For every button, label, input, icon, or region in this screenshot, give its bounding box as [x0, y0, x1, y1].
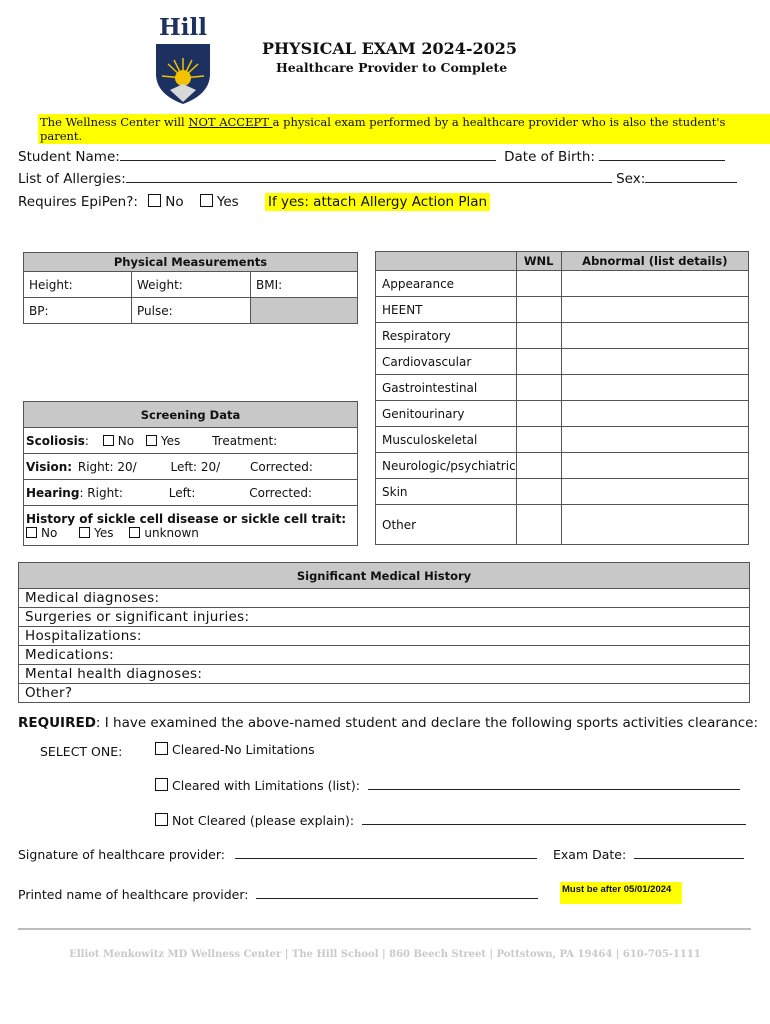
- system-appearance: Appearance: [376, 271, 517, 297]
- wnl-cell[interactable]: [516, 505, 561, 545]
- exam-systems-table: [375, 251, 749, 545]
- dob-field[interactable]: [599, 160, 725, 161]
- student-name-label: Student Name:: [18, 149, 120, 165]
- sickle-unknown-label: unknown: [144, 525, 199, 540]
- epipen-label: Requires EpiPen?:: [18, 194, 138, 210]
- system-skin: Skin: [376, 479, 517, 505]
- height-label: Height:: [29, 277, 73, 292]
- epipen-yes-checkbox[interactable]: [200, 194, 213, 207]
- wnl-cell[interactable]: [516, 323, 561, 349]
- sickle-unknown-checkbox[interactable]: [129, 527, 140, 538]
- hearing-left-label: Left:: [168, 485, 196, 500]
- screening-data-table: [23, 401, 358, 546]
- bmi-cell[interactable]: [251, 272, 358, 298]
- sickle-row: [24, 506, 358, 546]
- notice-post: a physical exam performed by a healthcare provider who is also the student's parent.: [40, 115, 726, 143]
- system-gastrointestinal: Gastrointestinal: [376, 375, 517, 401]
- abnormal-cell[interactable]: [561, 375, 748, 401]
- hearing-label: Hearing: [26, 485, 80, 500]
- allergies-label: List of Allergies:: [18, 171, 126, 187]
- date-requirement-note: Must be after 05/01/2024: [560, 882, 682, 904]
- history-row-mental-health[interactable]: Mental health diagnoses:: [19, 665, 750, 684]
- weight-label: Weight:: [137, 277, 183, 292]
- scoliosis-colon: :: [84, 433, 89, 448]
- system-header: [376, 252, 517, 271]
- footer-divider: [18, 928, 751, 930]
- system-cardiovascular: Cardiovascular: [376, 349, 517, 375]
- option-cleared-no-limits[interactable]: [155, 742, 315, 757]
- select-one-label: SELECT ONE:: [40, 744, 123, 759]
- cleared-with-limits-checkbox[interactable]: [155, 778, 168, 791]
- abnormal-cell[interactable]: [561, 323, 748, 349]
- wnl-cell[interactable]: [516, 375, 561, 401]
- abnormal-cell[interactable]: [561, 297, 748, 323]
- notice-pre: The Wellness Center will: [40, 115, 189, 129]
- printed-name-label: Printed name of healthcare provider:: [18, 887, 249, 902]
- page-title: PHYSICAL EXAM 2024-2025: [262, 39, 518, 58]
- history-row-medications[interactable]: Medications:: [19, 646, 750, 665]
- dob-label: Date of Birth:: [504, 149, 595, 165]
- vision-corrected-label: Corrected:: [250, 459, 313, 474]
- not-cleared-label: Not Cleared (please explain):: [172, 813, 355, 828]
- printed-name-row: [18, 887, 538, 902]
- bmi-label: BMI:: [256, 277, 283, 292]
- student-name-field[interactable]: [120, 160, 496, 161]
- abnormal-cell[interactable]: [561, 479, 748, 505]
- scoliosis-yes-label: Yes: [160, 433, 181, 448]
- cleared-no-limits-checkbox[interactable]: [155, 742, 168, 755]
- wnl-cell[interactable]: [516, 349, 561, 375]
- vision-label: Vision:: [26, 459, 73, 474]
- wnl-cell[interactable]: [516, 453, 561, 479]
- scoliosis-row: [24, 428, 358, 454]
- vision-right-label: Right: 20/: [77, 459, 137, 474]
- abnormal-header: Abnormal (list details): [561, 252, 748, 271]
- signature-label: Signature of healthcare provider:: [18, 847, 226, 862]
- scoliosis-no-checkbox[interactable]: [103, 435, 114, 446]
- system-heent: HEENT: [376, 297, 517, 323]
- abnormal-cell[interactable]: [561, 349, 748, 375]
- cleared-with-limits-label: Cleared with Limitations (list):: [172, 778, 360, 793]
- history-title: Significant Medical History: [19, 563, 750, 589]
- option-cleared-with-limits[interactable]: [155, 778, 740, 793]
- abnormal-cell[interactable]: [561, 453, 748, 479]
- physical-measurements-table: [23, 252, 358, 324]
- sickle-yes-checkbox[interactable]: [79, 527, 90, 538]
- history-row-diagnoses[interactable]: Medical diagnoses:: [19, 589, 750, 608]
- exam-date-label: Exam Date:: [552, 847, 627, 862]
- wnl-cell[interactable]: [516, 427, 561, 453]
- system-other: Other: [376, 505, 517, 545]
- bp-label: BP:: [29, 303, 49, 318]
- wnl-cell[interactable]: [516, 401, 561, 427]
- epipen-no-label: No: [165, 194, 184, 210]
- screening-title: Screening Data: [24, 402, 358, 428]
- hearing-right-label: : Right:: [79, 485, 123, 500]
- hearing-row: [24, 480, 358, 506]
- sex-label: Sex:: [616, 171, 646, 187]
- vision-left-label: Left: 20/: [170, 459, 221, 474]
- history-row-surgeries[interactable]: Surgeries or significant injuries:: [19, 608, 750, 627]
- not-cleared-checkbox[interactable]: [155, 813, 168, 826]
- school-logo: [150, 14, 216, 106]
- scoliosis-no-label: No: [117, 433, 135, 448]
- weight-cell[interactable]: [132, 272, 251, 298]
- page-subtitle: Healthcare Provider to Complete: [276, 60, 508, 75]
- printed-name-field[interactable]: [256, 898, 538, 899]
- required-label: REQUIRED: [18, 715, 96, 731]
- signature-field[interactable]: [235, 858, 537, 859]
- sex-field[interactable]: [645, 182, 737, 183]
- logo-wordmark: Hill: [159, 14, 207, 41]
- hearing-corrected-label: Corrected:: [249, 485, 313, 500]
- abnormal-cell[interactable]: [561, 427, 748, 453]
- measurements-title: Physical Measurements: [24, 253, 358, 272]
- blank-cell: [251, 298, 358, 324]
- allergies-field[interactable]: [126, 182, 612, 183]
- history-row-hospitalizations[interactable]: Hospitalizations:: [19, 627, 750, 646]
- system-respiratory: Respiratory: [376, 323, 517, 349]
- epipen-note: If yes: attach Allergy Action Plan: [265, 193, 490, 211]
- height-cell[interactable]: [24, 272, 132, 298]
- wnl-cell[interactable]: [516, 271, 561, 297]
- abnormal-cell[interactable]: [561, 271, 748, 297]
- history-row-other[interactable]: Other?: [19, 684, 750, 703]
- shield-icon: [150, 40, 216, 106]
- treatment-label: Treatment:: [212, 433, 278, 448]
- system-genitourinary: Genitourinary: [376, 401, 517, 427]
- scoliosis-yes-checkbox[interactable]: [146, 435, 157, 446]
- wnl-header: WNL: [516, 252, 561, 271]
- clearance-statement: [18, 715, 758, 731]
- wnl-cell[interactable]: [516, 479, 561, 505]
- medical-history-table: [18, 562, 750, 703]
- sickle-no-checkbox[interactable]: [26, 527, 37, 538]
- exam-date-field[interactable]: [634, 858, 744, 859]
- system-musculoskeletal: Musculoskeletal: [376, 427, 517, 453]
- sickle-no-label: No: [41, 525, 58, 540]
- system-neurologic: Neurologic/psychiatric: [376, 453, 517, 479]
- cleared-no-limits-label: Cleared-No Limitations: [172, 742, 315, 757]
- epipen-no-checkbox[interactable]: [148, 194, 161, 207]
- sickle-yes-label: Yes: [94, 525, 114, 540]
- signature-row: [18, 847, 744, 862]
- sickle-label: History of sickle cell disease or sickle cell trait:: [26, 511, 346, 526]
- abnormal-cell[interactable]: [561, 505, 748, 545]
- pulse-cell[interactable]: [132, 298, 251, 324]
- clearance-text: : I have examined the above-named student and declare the following sports activities clearance:: [95, 715, 759, 731]
- scoliosis-label: Scoliosis: [26, 433, 85, 448]
- notice-emph: NOT ACCEPT: [188, 115, 273, 129]
- epipen-yes-label: Yes: [216, 194, 239, 210]
- footer-address: Elliot Menkowitz MD Wellness Center | The Hill School | 860 Beech Street | Pottstown, PA 19464 | 610-705-1111: [69, 949, 701, 960]
- abnormal-cell[interactable]: [561, 401, 748, 427]
- bp-cell[interactable]: [24, 298, 132, 324]
- vision-row: [24, 454, 358, 480]
- parent-notice: [38, 114, 770, 144]
- pulse-label: Pulse:: [137, 303, 173, 318]
- wnl-cell[interactable]: [516, 297, 561, 323]
- limits-field[interactable]: [368, 789, 740, 790]
- option-not-cleared[interactable]: [155, 813, 746, 828]
- explain-field[interactable]: [362, 824, 746, 825]
